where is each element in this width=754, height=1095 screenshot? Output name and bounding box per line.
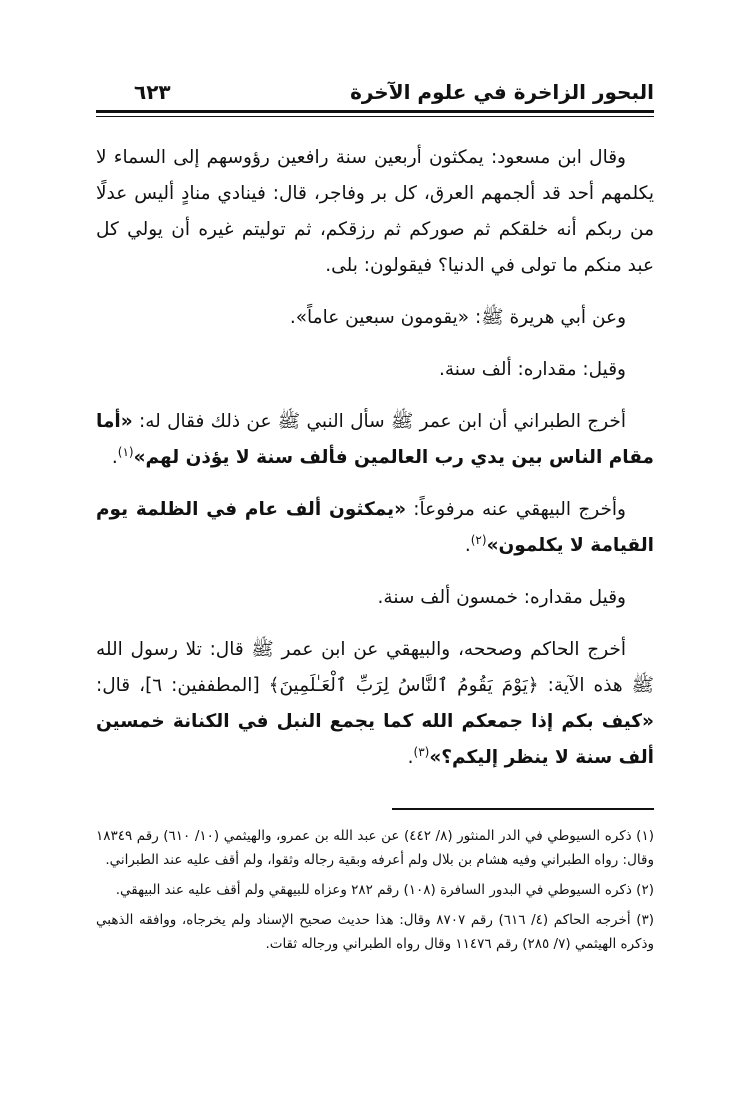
paragraph-6: وقيل مقداره: خمسون ألف سنة. xyxy=(377,587,626,608)
paragraph-4-end: . xyxy=(111,447,118,468)
paragraph-1: وقال ابن مسعود: يمكثون أربعين سنة رافعين رؤوسهم إلى السماء لا يكلمهم أحد قد ألجمهم العرق، كل بر وفاجر، قال: فينادي منادٍ أليس عدلًا من ربكم أنه خلقكم ثم صوركم ثم رزقكم، ثم توليتم غيره أن يولي كل عبد منكم ما تولى في الدنيا؟ فيقولون: بلى. xyxy=(96,147,654,276)
footnote-ref-2[interactable]: (٢) xyxy=(470,532,487,547)
paragraph-3: وقيل: مقداره: ألف سنة. xyxy=(438,359,626,380)
paragraph-5 xyxy=(96,492,654,564)
hadith-quote-3: «كيف بكم إذا جمعكم الله كما يجمع النبل في الكنانة خمسين ألف سنة لا ينظر إليكم؟» xyxy=(96,711,654,768)
main-text xyxy=(96,140,654,776)
hadith-quote-1: «أما مقام الناس بين يدي رب العالمين فألف سنة لا يؤذن لهم» xyxy=(96,411,654,468)
hadith-quote-2: «يمكثون ألف عام في الظلمة يوم القيامة لا يكلمون» xyxy=(96,499,654,556)
footnote-separator xyxy=(392,808,654,810)
book-page xyxy=(96,62,654,962)
paragraph-4-text: أخرج الطبراني أن ابن عمر ﷺ سأل النبي ﷺ عن ذلك فقال له: xyxy=(132,411,626,432)
page-header xyxy=(96,62,654,114)
footnote-ref-1[interactable]: (١) xyxy=(117,444,134,459)
paragraph-7 xyxy=(96,632,654,776)
paragraph-5-text: وأخرج البيهقي عنه مرفوعاً: xyxy=(406,499,626,520)
footnote-1: (١) ذكره السيوطي في الدر المنثور (٨/ ٤٤٢) عن عبد الله بن عمرو، والهيثمي (١٠/ ٦١٠) رقم ١٨٣٤٩ وقال: رواه الطبراني وفيه هشام بن بلال ولم أعرفه وبقية رجاله وثقوا، ولم أقف عليه عند الطبراني. xyxy=(96,828,654,868)
paragraph-4 xyxy=(96,404,654,476)
paragraph-7-end: . xyxy=(407,747,414,768)
paragraph-7-text: أخرج الحاكم وصححه، والبيهقي عن ابن عمر ﷺ قال: تلا رسول الله ﷺ هذه الآية: ﴿يَوْمَ يَقُومُ ٱلنَّاسُ لِرَبِّ ٱلْعَـٰلَمِينَ﴾ [المطففين: ٦]، قال: xyxy=(96,639,654,696)
footnote-2: (٢) ذكره السيوطي في البدور السافرة (١٠٨) رقم ٢٨٢ وعزاه للبيهقي ولم أقف عليه عند البيهقي. xyxy=(115,882,654,898)
footnote-3: (٣) أخرجه الحاكم (٤/ ٦١٦) رقم ٨٧٠٧ وقال: هذا حديث صحيح الإسناد ولم يخرجاه، ووافقه الذهبي وذكره الهيثمي (٧/ ٢٨٥) رقم ١١٤٧٦ وقال رواه الطبراني ورجاله ثقات. xyxy=(96,912,655,952)
header-rule xyxy=(96,110,654,113)
running-title: البحور الزاخرة في علوم الآخرة xyxy=(350,80,654,104)
paragraph-5-end: . xyxy=(464,535,471,556)
footnote-ref-3[interactable]: (٣) xyxy=(413,744,430,759)
header-rule-thin xyxy=(96,116,654,117)
page-number: ٦٢٣ xyxy=(134,80,171,104)
footnotes xyxy=(96,824,654,956)
paragraph-2: وعن أبي هريرة ﷺ: «يقومون سبعين عاماً». xyxy=(289,307,626,328)
